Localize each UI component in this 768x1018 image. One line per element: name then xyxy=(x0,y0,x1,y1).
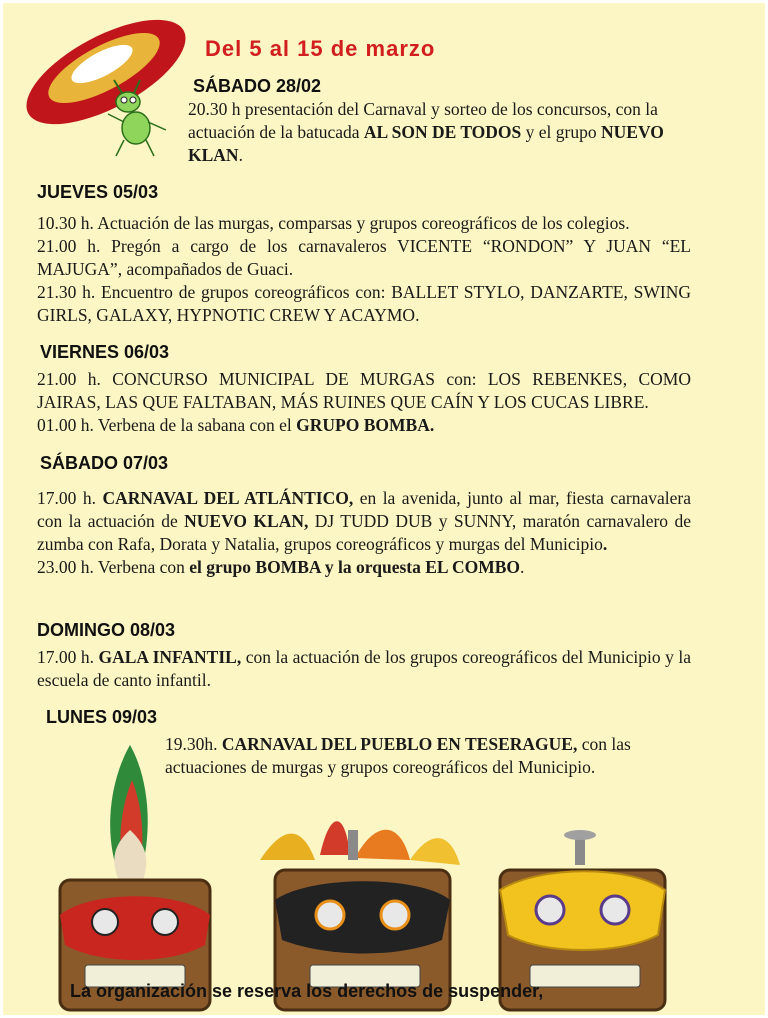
body-text: con la actuación de los grupos coreográficos del Municipio y la escuela de canto infantil. xyxy=(37,647,691,690)
emphasis-text: CARNAVAL DEL PUEBLO EN TESERAGUE, xyxy=(221,734,578,754)
emphasis-text: GRUPO BOMBA. xyxy=(296,415,435,435)
day-title-sabado-07: SÁBADO 07/03 xyxy=(40,453,169,473)
day-title-viernes-06: VIERNES 06/03 xyxy=(40,342,170,362)
day-body-sabado-28 xyxy=(188,98,693,167)
body-text: y el grupo xyxy=(521,122,601,142)
body-text: 23.00 h. Verbena con xyxy=(37,557,190,577)
emphasis-text: GALA INFANTIL, xyxy=(98,647,242,667)
body-text: en la avenida, junto al mar, fiesta carnavalera con la actuación de xyxy=(37,488,692,531)
footer-disclaimer: La organización se reserva los derechos de suspender, xyxy=(70,981,544,1001)
body-text: 01.00 h. Verbena de la sabana con el xyxy=(37,415,297,435)
day-body-sabado-07 xyxy=(37,487,691,579)
emphasis-text: NUEVO KLAN xyxy=(188,122,664,165)
body-text: 17.00 h. xyxy=(37,488,103,508)
emphasis-text: el grupo BOMBA y la orquesta EL COMBO xyxy=(189,557,521,577)
event-paragraph xyxy=(37,487,691,556)
day-title-sabado-28: SÁBADO 28/02 xyxy=(193,76,322,96)
emphasis-text: NUEVO KLAN, xyxy=(184,511,309,531)
ufo-alien-illustration xyxy=(16,10,196,160)
body-text: 20.30 h presentación del Carnaval y sorteo de los concursos, con la actuación de la batucada xyxy=(188,99,658,142)
event-paragraph xyxy=(37,646,691,692)
day-title-jueves-05: JUEVES 05/03 xyxy=(37,182,159,202)
event-paragraph xyxy=(37,212,691,235)
event-paragraph xyxy=(37,281,691,327)
event-paragraph xyxy=(37,368,691,414)
body-text: 17.00 h. xyxy=(37,647,99,667)
day-body-viernes-06 xyxy=(37,368,691,437)
body-text: DJ TUDD DUB y SUNNY, maratón carnavalero de zumba con Rafa, Dorata y Natalia, grupos coreográficos y murgas del Municipio xyxy=(37,511,691,554)
body-text: . xyxy=(238,145,243,165)
emphasis-text: AL SON DE TODOS xyxy=(363,122,522,142)
body-text: con las actuaciones de murgas y grupos coreográficos del Municipio. xyxy=(165,734,631,777)
day-title-domingo-08: DOMINGO 08/03 xyxy=(37,620,176,640)
day-title-lunes-09: LUNES 09/03 xyxy=(46,707,158,727)
event-paragraph xyxy=(37,556,691,579)
body-text: 19.30h. xyxy=(165,734,222,754)
body-text: 10.30 h. Actuación de las murgas, comparsas y grupos coreográficos de los colegios. xyxy=(37,213,630,233)
emphasis-text: . xyxy=(602,534,608,554)
emphasis-text: CARNAVAL DEL ATLÁNTICO, xyxy=(102,488,354,508)
event-paragraph xyxy=(188,98,693,167)
body-text: 21.00 h. CONCURSO MUNICIPAL DE MURGAS con: LOS REBENKES, COMO JAIRAS, LAS QUE FALTABAN, MÁS RUINES QUE CAÍN Y LOS CUCAS LIBRE. xyxy=(37,369,691,412)
body-text: 21.00 h. Pregón a cargo de los carnavaleros VICENTE “RONDON” Y JUAN “EL MAJUGA”, acompañados de Guaci. xyxy=(37,236,691,279)
day-body-domingo-08 xyxy=(37,646,691,692)
body-text: . xyxy=(520,557,525,577)
event-paragraph xyxy=(37,414,691,437)
headline: Del 5 al 15 de marzo xyxy=(205,36,436,61)
carnival-masks-illustration xyxy=(30,740,730,1015)
body-text: 21.30 h. Encuentro de grupos coreográficos con: BALLET STYLO, DANZARTE, SWING GIRLS, GALAXY, HYPNOTIC CREW Y ACAYMO. xyxy=(37,282,691,325)
event-paragraph xyxy=(37,235,691,281)
day-body-jueves-05 xyxy=(37,212,691,327)
